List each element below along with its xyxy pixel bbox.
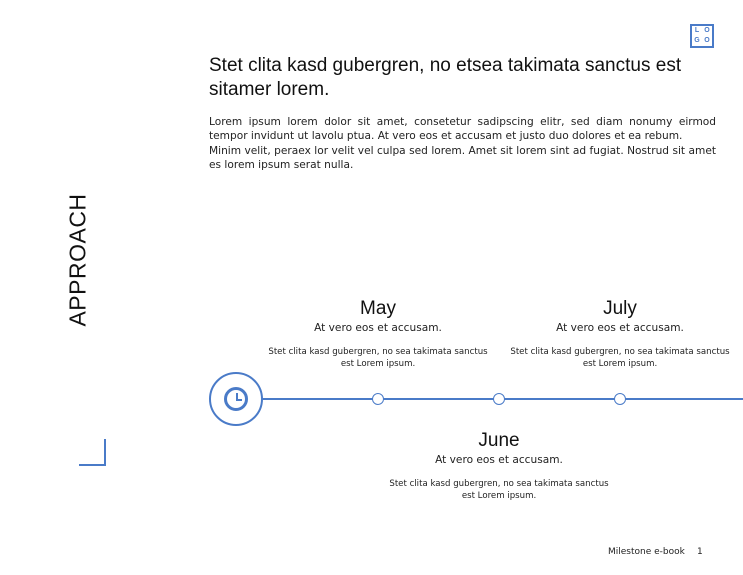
logo-letter: O (704, 37, 710, 44)
page-title: Stet clita kasd gubergren, no etsea takimata sanctus est sitamer lorem. (209, 55, 682, 100)
milestone-title: July (603, 298, 637, 319)
milestone-title: May (360, 298, 396, 319)
timeline-node-july (614, 393, 626, 405)
milestone-subtitle: At vero eos et accusam. (556, 322, 684, 334)
milestone-description: Stet clita kasd gubergren, no sea takimata sanctus est Lorem ipsum. (389, 479, 609, 501)
milestone-description: Stet clita kasd gubergren, no sea takimata sanctus est Lorem ipsum. (268, 347, 488, 369)
milestone-may (268, 298, 488, 371)
milestone-june (389, 430, 609, 503)
intro-paragraph: Lorem ipsum lorem dolor sit amet, consetetur sadipscing elitr, sed diam nonumy eirmod tempor invidunt ut lavolu ptua. At vero eos et accusam et justo duo dolores et ea rebum. (209, 116, 716, 143)
timeline-node-may (372, 393, 384, 405)
intro-text (209, 115, 716, 172)
timeline-node-june (493, 393, 505, 405)
timeline-start (209, 372, 263, 426)
logo-letter: O (704, 27, 710, 34)
clock-icon (224, 387, 248, 411)
logo (690, 24, 714, 48)
milestone-subtitle: At vero eos et accusam. (435, 454, 563, 466)
milestone-title: June (478, 430, 520, 451)
milestone-subtitle: At vero eos et accusam. (314, 322, 442, 334)
logo-letter: G (694, 37, 700, 44)
page-number: 1 (697, 547, 703, 557)
logo-letter: L (694, 27, 700, 34)
footer-label: Milestone e-book (608, 547, 685, 557)
intro-paragraph: Minim velit, peraex lor velit vel culpa sed lorem. Amet sit lorem sint ad fugiat. Nostrud sit amet es lorem ipsum serat nulla. (209, 144, 716, 171)
milestone-description: Stet clita kasd gubergren, no sea takimata sanctus est Lorem ipsum. (510, 347, 730, 369)
milestone-july (510, 298, 730, 371)
section-label: APPROACH (64, 193, 91, 327)
corner-accent (79, 439, 106, 466)
